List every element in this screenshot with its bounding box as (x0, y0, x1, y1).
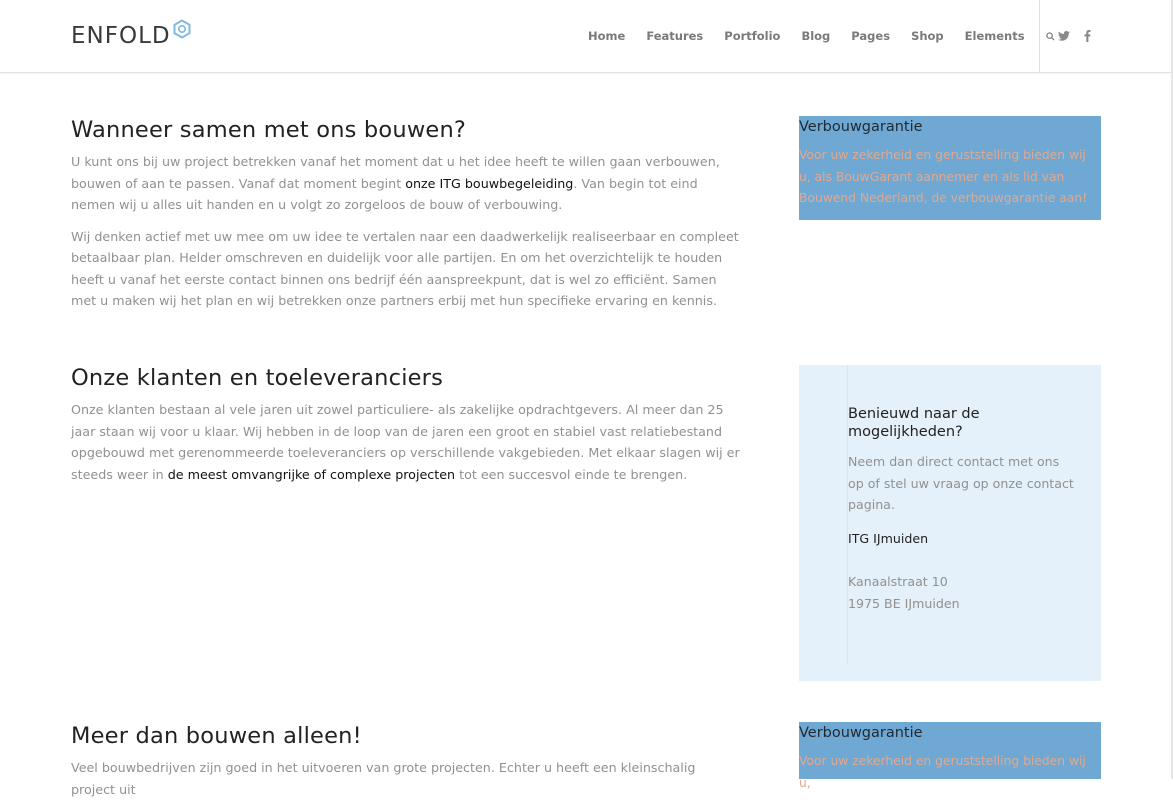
paragraph-text: U kunt ons bij uw project betrekken vanaf het moment dat u het idee heeft te willen gaan verbouwen, bouwen of aan te passen. Vanaf dat moment begint (71, 154, 720, 191)
contact-box (848, 405, 1078, 614)
section-title: Onze klanten en toeleveranciers (71, 365, 444, 391)
itg-bouwbegeleiding-link[interactable]: onze ITG bouwbegeleiding (405, 175, 574, 191)
paragraph-text: . Van begin tot eind nemen wij u alles uit handen en u volgt zo zorgeloos de bouw of verbouwing. (71, 175, 698, 212)
site-header (0, 0, 1171, 73)
nav-portfolio[interactable]: Portfolio (724, 29, 781, 43)
site-logo[interactable] (71, 21, 192, 51)
section-title: Meer dan bouwen alleen! (71, 723, 362, 749)
address-street: Kanaalstraat 10 (848, 574, 948, 589)
address-city: 1975 BE IJmuiden (848, 595, 960, 611)
company-name: ITG IJmuiden (848, 530, 929, 546)
nav-features[interactable]: Features (646, 29, 704, 43)
widget-text: Voor uw zekerheid en geruststelling bieden wij u, als BouwGarant aannemer en als lid van Bouwend Nederland, de verbouwgarantie aan! (799, 148, 1088, 205)
section-meer (71, 721, 741, 800)
widget-title: Verbouwgarantie (799, 725, 923, 741)
complexe-projecten-link[interactable]: de meest omvangrijke of complexe projecten (167, 466, 456, 482)
twitter-icon[interactable] (1058, 26, 1070, 46)
section-title: Wanneer samen met ons bouwen? (71, 117, 467, 143)
header-divider (1039, 0, 1040, 73)
section-paragraph (71, 399, 741, 485)
paragraph-text: Onze klanten bestaan al vele jaren uit zowel particuliere- als zakelijke opdrachtgevers. Al meer dan 25 jaar staan wij voor u klaar. Wij hebben in de loop van de jaren een groot en stabiel vast relatiebestand opgebouwd met gerenommeerde toeleveranciers op verschillende vakgebieden. Met elkaar slagen wij er steeds weer in (71, 402, 740, 482)
verbouwgarantie-widget (799, 116, 1101, 220)
section-paragraph: Wij denken actief met uw mee om uw idee te vertalen naar een daadwerkelijk realiseerbaar en compleet betaalbaar plan. Helder omschreven en duidelijk voor alle partijen. En om het overzichtelijk te houden heeft u vanaf het eerste contact binnen ons bedrijf één aanspreekpunt, dat is wel zo efficiënt. Samen met u maken wij het plan en wij betrekken onze partners erbij met hun specifieke ervaring en kennis. (71, 228, 739, 308)
section-paragraph (71, 151, 741, 216)
nav-pages[interactable]: Pages (851, 29, 891, 43)
nav-shop[interactable]: Shop (911, 29, 944, 43)
section-klanten (71, 363, 741, 485)
widget-text: Voor uw zekerheid en geruststelling bieden wij u, (799, 754, 1086, 790)
contact-text: Neem dan direct contact met ons op of stel uw vraag op onze contact pagina. (848, 454, 1074, 512)
main-nav (588, 26, 1066, 46)
contact-title: Benieuwd naar de mogelijkheden? (848, 406, 980, 440)
section-wanneer (71, 115, 741, 312)
facebook-icon[interactable] (1084, 26, 1091, 46)
verbouwgarantie-widget (799, 722, 1101, 790)
nav-home[interactable]: Home (588, 29, 626, 43)
social-links (1058, 26, 1091, 46)
hexagon-logo-icon (172, 19, 192, 39)
logo-text: ENFOLD (71, 23, 171, 49)
paragraph-text: tot een succesvol einde te brengen. (455, 466, 688, 482)
nav-blog[interactable]: Blog (801, 29, 831, 43)
widget-title: Verbouwgarantie (799, 119, 923, 135)
section-paragraph: Veel bouwbedrijven zijn goed in het uitvoeren van grote projecten. Echter u heeft een kleinschalig project uit (71, 760, 696, 797)
contact-widget (799, 365, 1101, 681)
nav-elements[interactable]: Elements (964, 29, 1025, 43)
